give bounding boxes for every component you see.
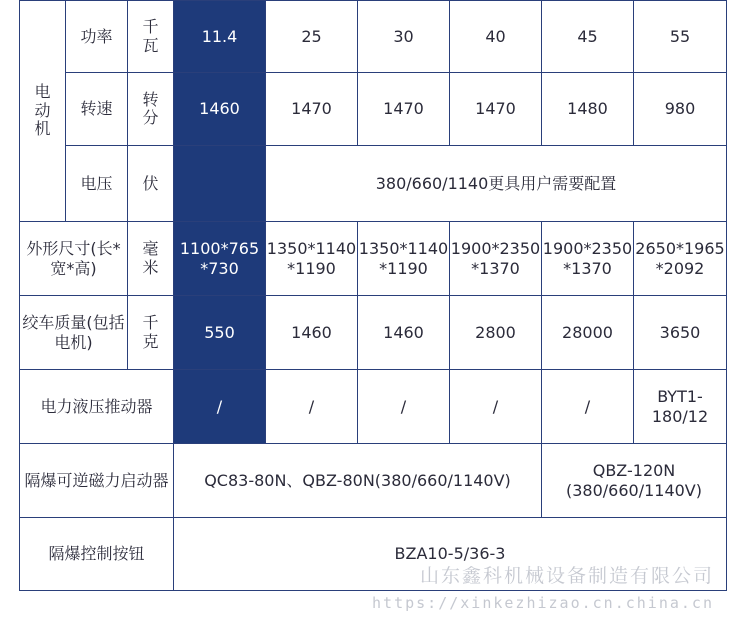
power-value: 40 — [450, 1, 542, 73]
power-unit: 千瓦 — [128, 1, 174, 73]
speed-value: 980 — [634, 73, 727, 146]
power-value: 25 — [266, 1, 358, 73]
power-value: 30 — [358, 1, 450, 73]
dimensions-label: 外形尺寸(长*宽*高) — [20, 222, 128, 296]
button-value: BZA10-5/36-3 — [174, 518, 727, 591]
dimensions-value: 2650*1965 *2092 — [634, 222, 727, 296]
watermark-company: 山东鑫科机械设备制造有限公司 — [419, 565, 714, 587]
speed-value: 1470 — [450, 73, 542, 146]
voltage-value: 380/660/1140更具用户需要配置 — [266, 146, 727, 222]
winch-mass-value: 2800 — [450, 296, 542, 370]
row-dimensions — [20, 222, 727, 296]
starter-label: 隔爆可逆磁力启动器 — [20, 444, 174, 518]
voltage-highlight-cell — [174, 146, 266, 222]
winch-mass-value: 1460 — [266, 296, 358, 370]
row-winch-mass — [20, 296, 727, 370]
speed-unit: 转分 — [128, 73, 174, 146]
hydraulic-pusher-value: BYT1-180/12 — [634, 370, 727, 444]
dimensions-value: 1900*2350 *1370 — [450, 222, 542, 296]
winch-mass-unit: 千克 — [128, 296, 174, 370]
winch-mass-value: 28000 — [542, 296, 634, 370]
hydraulic-pusher-value: / — [174, 370, 266, 444]
speed-value: 1470 — [358, 73, 450, 146]
row-starter — [20, 444, 727, 518]
spec-table — [19, 0, 727, 591]
power-value: 55 — [634, 1, 727, 73]
hydraulic-pusher-value: / — [450, 370, 542, 444]
dimensions-value: 1900*2350 *1370 — [542, 222, 634, 296]
watermark-url: https://xinkezhizao.cn.china.cn — [372, 594, 714, 612]
hydraulic-pusher-value: / — [542, 370, 634, 444]
power-value: 45 — [542, 1, 634, 73]
dimensions-value: 1350*1140 *1190 — [358, 222, 450, 296]
speed-label: 转速 — [66, 73, 128, 146]
hydraulic-pusher-value: / — [266, 370, 358, 444]
voltage-unit: 伏 — [128, 146, 174, 222]
dimensions-unit: 毫米 — [128, 222, 174, 296]
speed-value: 1480 — [542, 73, 634, 146]
hydraulic-pusher-value: / — [358, 370, 450, 444]
starter-value-a: QC83-80N、QBZ-80N(380/660/1140V) — [174, 444, 542, 518]
dimensions-value: 1350*1140 *1190 — [266, 222, 358, 296]
dimensions-value: 1100*765 *730 — [174, 222, 266, 296]
winch-mass-value: 3650 — [634, 296, 727, 370]
row-power — [20, 1, 727, 73]
row-voltage — [20, 146, 727, 222]
row-hydraulic-pusher — [20, 370, 727, 444]
voltage-label: 电压 — [66, 146, 128, 222]
motor-group-label: 电动机 — [20, 1, 66, 222]
starter-value-b: QBZ-120N (380/660/1140V) — [542, 444, 727, 518]
winch-mass-value: 1460 — [358, 296, 450, 370]
winch-mass-value: 550 — [174, 296, 266, 370]
speed-value: 1460 — [174, 73, 266, 146]
row-speed — [20, 73, 727, 146]
button-label: 隔爆控制按钮 — [20, 518, 174, 591]
power-value: 11.4 — [174, 1, 266, 73]
hydraulic-pusher-label: 电力液压推动器 — [20, 370, 174, 444]
power-label: 功率 — [66, 1, 128, 73]
speed-value: 1470 — [266, 73, 358, 146]
winch-mass-label: 绞车质量(包括电机) — [20, 296, 128, 370]
